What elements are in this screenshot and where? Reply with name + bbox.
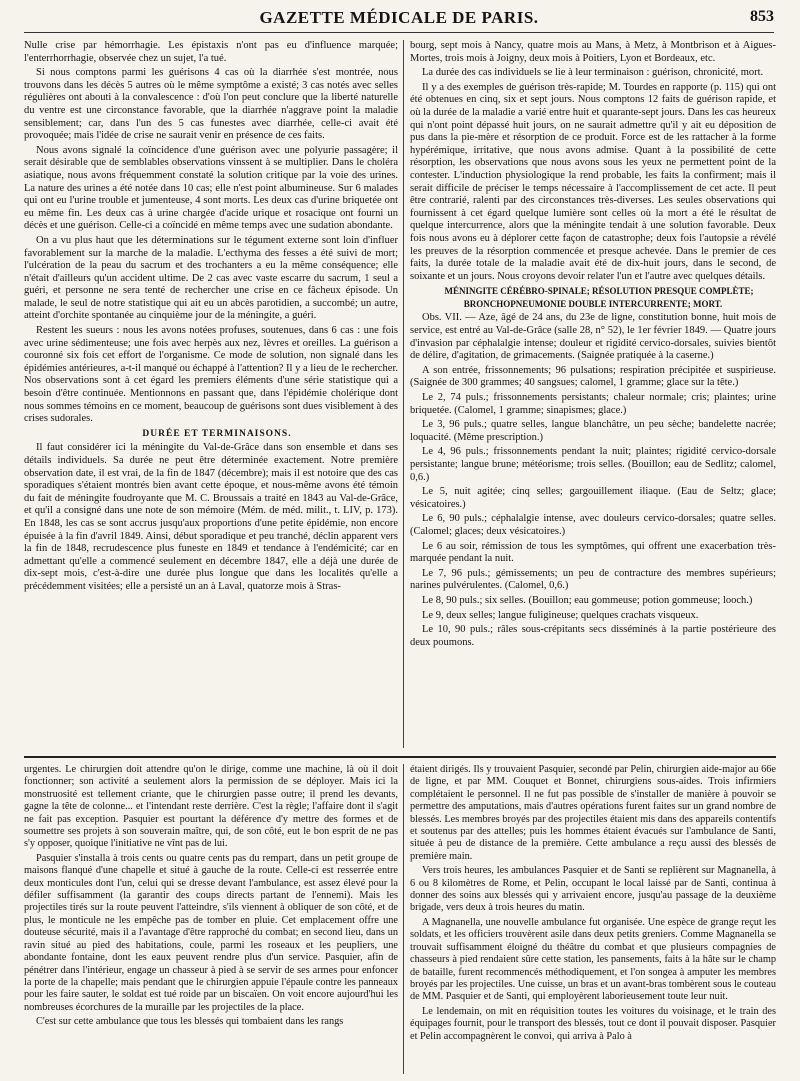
paragraph: A Magnanella, une nouvelle ambulance fut organisée. Une espèce de grange reçut les soldats, et les officiers trouvèrent asile dans deux petits greniers. Comme Magnanella se trouvait suffisamment éloigné du théâtre du combat et que plusieurs compagnies de chasseurs à pied rendaient sûre cette station, les pansements, faits à la hâte sur le champ de bataille, furent recommencés méthodiquement, et l'on songea à amputer les membres broyés par les projectiles. Une cuisse, un bras et un avant-bras tombèrent sous le couteau de MM. Pasquier et de Santi, qui employèrent laborieusement toute leur nuit. [410, 916, 776, 1003]
case-intro: Obs. VII. — Aze, âgé de 24 ans, du 23e de ligne, constitution bonne, huit mois de service, est entré au Val-de-Grâce (salle 28, n° 52), le 1er février 1849. — Quatre jours d'invasion par céphalalgie intense; douleur et rigidité cervico-dorsales, suivies bientôt de délire, d'agitation, de grimacements. (Saignée pratiquée à la caserne.) [410, 312, 776, 362]
paragraph: bourg, sept mois à Nancy, quatre mois au Mans, à Metz, à Montbrison et à Aigues-Mortes, trois mois à Joigny, deux mois à Poitiers, Lyon et Bordeaux, etc. [410, 40, 776, 64]
paragraph: C'est sur cette ambulance que tous les blessés qui tombaient dans les rangs [36, 1016, 344, 1028]
upper-right-column [410, 40, 776, 752]
column-divider [403, 764, 404, 1074]
case-entry: Le 6, 90 puls.; céphalalgie intense, avec douleurs cervico-dorsales; quatre selles. (Calomel; glaces; deux vésicatoires.) [410, 513, 776, 537]
upper-left-column [24, 40, 398, 752]
lower-right-column [410, 764, 776, 1076]
paragraph: On a vu plus haut que les déterminations sur le tégument externe sont loin d'influer favorablement sur la marche de la maladie. L'ecthyma des fesses a été suivi de mort; l'ulcération de la peau du sacrum et des trochanters a eu la même conséquence; elle n'était d'ailleurs qu'un accident ultime. De 2 cas avec vaste escarre du sacrum, 1 seul a guéri, et personne ne sera tenté de rechercher une crise en ce fâcheux épisode. Un malade, le seul de notre statistique qui ait eu un abcès parotidien, a succombé; un autre, atteint d'orchite spontanée au cinquième jour de la méningite, a guéri. [24, 234, 398, 322]
paragraph: Vers trois heures, les ambulances Pasquier et de Santi se replièrent sur Magnanella, à 6 ou 8 kilomètres de Rome, et Pelin, occupant le local laissé par de Santi, continua à donner des soins aux blessés qui y arrivaient encore, jusqu'au passage de la deuxième brigade, vers deux à trois heures du matin. [410, 865, 776, 914]
paragraph: Le lendemain, on mit en réquisition toutes les voitures du voisinage, et le train des équipages fournit, pour le transport des blessés, tout ce dont il pouvait disposer. Pasquier et Pelin accompagnèrent le convoi, qui arriva à Palo à [410, 1005, 776, 1042]
case-entry: Le 4, 96 puls.; frissonnements pendant la nuit; plaintes; rigidité cervico-dorsale persistante; langue brune; météorisme; trois selles. (Bouillon; eau de Sedlitz; calomel, 0,6.) [410, 446, 776, 483]
paragraph: Nous avons signalé la coïncidence d'une guérison avec une polyurie passagère; il serait désirable que de semblables observations vinssent à se multiplier. Dans le choléra asiatique, nous avons fréquemment constaté la solution critique par la voie des urines. La nature des urines a été notée dans 10 cas; elle n'est point albumineuse. Sur 6 malades qui ont eu l'urine trouble et jumenteuse, 4 sont morts. Les deux cas d'urine briquetée ont eu même fin. Les deux cas à urine chargée d'acide urique et rosacique ont fourni un décès et une guérison. Celle-ci a coïncidé en même temps avec une sudation abondante. [24, 144, 398, 232]
paragraph: Il y a des exemples de guérison très-rapide; M. Tourdes en rapporte (p. 115) qui ont été obtenues en cinq, six et sept jours. Nous comptons 12 faits de guérison rapide, et où la durée de la maladie a varié entre huit et quarante-sept jours. Dans les cas heureux qui n'ont point dépassé huit jours, on ne saurait admettre qu'il y ait eu déposition de pus dans la pie-mère et résorption de ce produit. Force est de les rattacher à la forme hypérémique, irritative, que nous avons admise. Quant à la possibilité de cette résorption, les observations que nous avons sous les yeux ne permettent point de la contester. L'induction physiologique la rend probable, les faits la confirment; mais il serait difficile de préciser le temps nécessaire à l'accomplissement de cet acte. Il peut être contrarié, ralenti par des circonstances très-diverses. Les seules observations qui fournissent à cet égard quelque lumière sont celles où la mort a été le résultat de quelque intercurrence, alors que la méningite tendait à une solution favorable. Deux fois nous avons eu à déplorer cette façon de catastrophe; deux fois l'autopsie a révélé les preuves de la résorption commencée et presque achevée. Dans le premier de ces faits, la durée totale de la maladie avait été de dix-huit jours, dans le second, de soixante et un jours. Nous croyons devoir relater l'un et l'autre avec quelques détails. [410, 81, 776, 282]
page-number: 853 [750, 8, 774, 25]
case-entry: Le 3, 96 puls.; quatre selles, langue blanchâtre, un peu sèche; bandelette nacrée; loquacité. (Même prescription.) [410, 419, 776, 443]
paragraph: Restent les sueurs : nous les avons notées profuses, soutenues, dans 6 cas : une fois avec urine sédimenteuse; une fois avec herpès aux nez, lèvres et oreilles. La guérison a couronné six fois cet effort de l'organisme. Ce mode de solution, non signalé dans les épidémies antérieures, a-t-il manqué ou échappé à l'attention? Il y a lieu de le rechercher. Nos observations sont à cet égard les premiers éléments d'une série statistique qui a besoin d'être continuée. Mentionnons en passant que, dans l'épidémie cholérique dont nous sommes témoins en ce moment, beaucoup de guérisons sont dues visiblement à des crises sudorales. [24, 325, 398, 425]
page-title: GAZETTE MÉDICALE DE PARIS. [259, 8, 539, 27]
case-heading: MÉNINGITE CÉRÉBRO-SPINALE; RÉSOLUTION PRESQUE COMPLÈTE; BRONCHOPNEUMONIE DOUBLE INTERCURRENTE; MORT. [444, 286, 754, 309]
case-entry: Le 8, 90 puls.; six selles. (Bouillon; eau gommeuse; potion gommeuse; looch.) [422, 594, 753, 606]
paragraph: urgentes. Le chirurgien doit attendre qu'on le dirige, comme une machine, là où il doit fonctionner; son activité a seulement alors la permission de se déployer. Mais ici la monstruosité est tellement criante, que le chirurgien passe outre; il prend les devants, gagne la tête de colonne... et l'intendant reste derrière. C'est la règle; l'affaire dont il s'agit ne fait pas exception. Pasquier est pourtant la déférence d'y mettre des formes et de soumettre ses projets à son souverain maître, qui, de son côté, eut le bon esprit de ne pas s'y opposer, quoique l'initiative ne vînt pas de lui. [24, 764, 398, 850]
paragraph: La durée des cas individuels se lie à leur terminaison : guérison, chronicité, mort. [422, 67, 764, 79]
section-divider [24, 756, 776, 758]
case-entry: Le 10, 90 puls.; râles sous-crépitants secs disséminés à la partie postérieure des deux poumons. [410, 624, 776, 648]
page-header [24, 6, 774, 33]
column-divider [403, 40, 404, 748]
paragraph: Nulle crise par hémorrhagie. Les épistaxis n'ont pas eu d'influence marquée; l'enterrhorrhagie, observée chez un sujet, l'a tué. [24, 40, 398, 64]
case-entry: A son entrée, frissonnements; 96 pulsations; respiration précipitée et suspirieuse. (Saignée de 300 grammes; 40 sangsues; calomel, 1 gramme; glace sur la tête.) [410, 364, 776, 389]
paragraph: Pasquier s'installa à trois cents ou quatre cents pas du rempart, dans un petit groupe de maisons flanqué d'une chapelle et situé à gauche de la route. Celle-ci est resserrée entre deux monticules dont l'un, celui qui se dresse devant l'ambulance, est assez élevé pour la défiler suffisamment (la garantir des coups directs partant de l'ennemi). Mais les projectiles tirés sur la route peuvent l'atteindre, s'ils viennent à obliquer de son côté, et de plus, le monticule ne les empêche pas de tomber en pluie. Cet emplacement offre une douteuse sécurité, mais il a l'avantage d'être rapproché du combat; en second lieu, dans un ravin situé au pied des habitations, coule, parmi les roseaux et les peupliers, une abondante fontaine, dont les eaux peuvent rendre plus d'un service. Pasquier, afin de pénétrer dans l'intérieur, engage un chasseur à pied à se servir de ses armes pour enfoncer la porte de la chapelle; mais pendant que le chirurgien appuie l'épaule contre les panneaux pour les faire sauter, le soldat est tué roide par un biscaïen. On voit encore aujourd'hui les nombreuses écorchures de la muraille par les projectiles de la place. [24, 852, 398, 1013]
paragraph: étaient dirigés. Ils y trouvaient Pasquier, secondé par Pelin, chirurgien aide-major au 66e de ligne, et par MM. Couquet et Bonnet, chirurgiens sous-aides. Trois infirmiers complétaient le personnel. Il ne fut pas possible de s'installer de manière à pouvoir se permettre des amputations, mais d'autres opérations furent faites sur un grand nombre de blessés. Les membres broyés par des projectiles étaient mis dans des appareils contentifs et soutenus par des attelles; puis les hommes étaient évacués sur l'ambulance de Santi, située à peu de distance de la première. Cette ambulance a reçu aussi des blessés de première main. [410, 764, 776, 862]
paragraph: Il faut considérer ici la méningite du Val-de-Grâce dans son ensemble et dans ses détails individuels. Sa durée ne peut être déterminée exactement. Notre première observation date, il est vrai, de la fin de 1847 (décembre); mais il est notoire que des cas sporadiques s'étaient montrés bien avant cette époque, et nous-même avons été témoin du fait de méningite foudroyante que M. C. Broussais a traité en 1843 au Val-de-Grâce, et qu'il a consigné dans une note de son mémoire (Mém. de méd. milit., t. LIV, p. 173). En 1848, les cas se sont accrus jusqu'aux proportions d'une petite épidémie, non encore épuisée à la fin d'avril 1849. Ainsi, début sporadique et peu tranché, déclin apparent vers la fin de 1848, recrudescence plus funeste en 1849 et tendance à l'endémicité; car en admettant qu'elle a commencé seulement en décembre 1847, elle a déjà une durée de dix-sept mois, c'est-à-dire une durée plus longue que dans les localités qu'elle a précédemment visitées; elle a persisté un an à Laval, quatorze mois à Stras- [24, 442, 398, 592]
lower-left-column [24, 764, 398, 1076]
section-heading: DURÉE ET TERMINAISONS. [142, 428, 292, 439]
case-entry: Le 7, 96 puls.; gémissements; un peu de contracture des membres supérieurs; narines pulvérulentes. (Calomel, 0,6.) [410, 567, 776, 592]
case-entry: Le 9, deux selles; langue fuligineuse; quelques crachats visqueux. [422, 609, 699, 621]
paragraph: Si nous comptons parmi les guérisons 4 cas où la diarrhée s'est montrée, nous trouvons dans les décès 5 autres où le même symptôme a existé; 3 cas notés avec selles régulières ont abouti à la convalescence : d'où l'on peut conclure que la liberté naturelle du ventre est une circonstance favorable, que la diarrhée n'aggrave point la maladie sensiblement; car, dans l'un des 5 cas funestes avec diarrhée, celle-ci avait été provoquée; mais l'idée de crise ne saurait venir en présence de ces faits. [24, 67, 398, 142]
case-entry: Le 2, 74 puls.; frissonnements persistants; chaleur normale; cris; plaintes; urine briquetée. (Calomel, 1 gramme; sinapismes; glace.) [410, 392, 776, 416]
case-entry: Le 5, nuit agitée; cinq selles; gargouillement iliaque. (Eau de Seltz; glace; vésicatoires.) [410, 486, 776, 510]
case-entry: Le 6 au soir, rémission de tous les symptômes, qui offrent une exacerbation très-marquée pendant la nuit. [410, 540, 776, 565]
